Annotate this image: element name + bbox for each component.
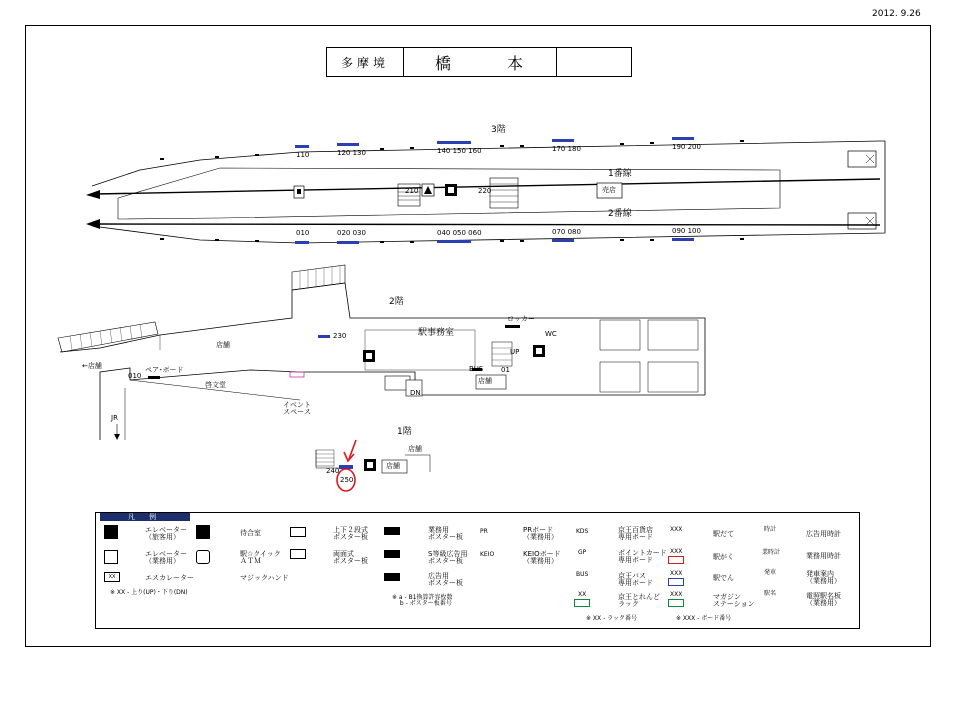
legend-item: 京王とれんど ラック xyxy=(618,593,660,609)
gp-code: GP xyxy=(578,549,587,556)
board-number: 220 xyxy=(478,187,492,195)
legend-item: 上下２段式 ポスター板 xyxy=(333,526,368,542)
board-number: 120 130 xyxy=(337,149,366,157)
legend-note: ※ XX - ラック番号 xyxy=(586,615,638,622)
departure-code: 発車 xyxy=(764,569,777,576)
legend-item: マジックハンド xyxy=(240,574,289,582)
poster-two-tier-icon xyxy=(290,527,306,537)
shop-label: 店舗 xyxy=(216,341,230,349)
event-space-label: イベント スペース xyxy=(283,401,311,416)
clock-code: 時計 xyxy=(764,526,777,533)
floor-2-label: 2階 xyxy=(389,297,404,307)
legend-item: エスカレーター xyxy=(145,574,194,582)
legend-item: エレベーター （業務用） xyxy=(145,550,187,566)
board-number: 070 080 xyxy=(552,228,581,236)
pair-board-label: ペア･ボード xyxy=(145,366,184,374)
ekigaku-code: XXX xyxy=(670,548,683,555)
bus-label: BUS xyxy=(469,365,484,373)
elevator-passenger-icon xyxy=(104,525,118,539)
shop-label: 店舗 xyxy=(478,377,492,385)
legend-item: 駅でん xyxy=(713,574,734,582)
legend-item: 発車案内 （業務用） xyxy=(806,570,841,586)
legend-item: PRボード （業務用） xyxy=(523,526,558,542)
board-number: 01 xyxy=(501,366,510,374)
waiting-room-icon xyxy=(196,525,210,539)
board-number: 190 200 xyxy=(672,143,701,151)
legend-item: 業務用時計 xyxy=(806,552,841,560)
legend-item: 駅がく xyxy=(713,553,734,561)
board-number: 090 100 xyxy=(672,227,701,235)
jr-label: JR xyxy=(111,414,118,422)
legend-item: エレベーター （旅客用） xyxy=(145,526,187,542)
print-date: 2012. 9.26 xyxy=(872,9,921,19)
keio-code: KEIO xyxy=(480,551,495,558)
poster-s-grade-icon xyxy=(384,550,400,558)
floor-1-label: 1階 xyxy=(397,427,412,437)
line-name: 多摩境 xyxy=(327,48,404,76)
board-number: 230 xyxy=(333,332,347,340)
board-number-highlighted: 250 xyxy=(340,476,354,484)
station-office-label: 駅事務室 xyxy=(418,328,455,338)
legend-item: KEIOボード （業務用） xyxy=(523,550,561,566)
atm-icon xyxy=(196,550,210,564)
board-number: 010 xyxy=(128,372,142,380)
legend-item: 待合室 xyxy=(240,529,261,537)
ekiden-icon xyxy=(668,578,684,586)
station-sign-code: 駅名 xyxy=(764,590,777,597)
rack-code: XX xyxy=(578,591,587,598)
board-number: 140 150 160 xyxy=(437,147,482,155)
board-number: 040 050 060 xyxy=(437,229,482,237)
pr-code: PR xyxy=(480,528,488,535)
wc-label: WC xyxy=(545,330,557,338)
board-number: 240 xyxy=(326,467,340,475)
legend-item: 業務用 ポスター板 xyxy=(428,526,463,542)
station-name: 橋 本 xyxy=(404,48,557,76)
shop-left-label: ←店舗 xyxy=(82,362,102,370)
legend-item: S等級広告用 ポスター板 xyxy=(428,550,468,566)
track-1-label: 1番線 xyxy=(608,169,632,179)
elevator-staff-icon xyxy=(104,550,118,564)
kds-code: KDS xyxy=(576,528,589,535)
ekigaku-icon xyxy=(668,556,684,564)
shop-label: 店舗 xyxy=(408,445,422,453)
magazine-code: XXX xyxy=(670,591,683,598)
board-number: 010 xyxy=(296,229,310,237)
legend-item: 広告用時計 xyxy=(806,530,841,538)
floor-3-label: 3階 xyxy=(491,125,506,135)
legend-note: ※ a - B1換算許容枚数 b - ポスター板番号 xyxy=(392,594,453,608)
legend-item: 両面式 ポスター板 xyxy=(333,550,368,566)
legend-item: ポイントカード 専用ボード xyxy=(618,549,667,565)
poster-double-icon xyxy=(290,549,306,559)
shop-label: 店舗 xyxy=(386,462,400,470)
ekiden-code: XXX xyxy=(670,570,683,577)
legend-item: 電照駅名板 （業務用） xyxy=(806,592,841,608)
bus-code: BUS xyxy=(576,571,589,578)
legend-item: 広告用 ポスター板 xyxy=(428,572,463,588)
board-number: 210 xyxy=(405,187,419,195)
board-number: 170 180 xyxy=(552,145,581,153)
legend-note: ※ XX - 上り(UP)・下り(DN) xyxy=(110,589,188,596)
poster-ad-icon xyxy=(384,573,400,581)
kiosk-label: 売店 xyxy=(602,186,616,194)
legend-item: 駅☆クイック ＡＴＭ xyxy=(240,550,281,566)
legend-item: 駅だて xyxy=(713,530,734,538)
escalator-icon: XX xyxy=(104,572,120,582)
legend-item: マガジン ステーション xyxy=(713,593,755,609)
legend-item: 京王バス 専用ボード xyxy=(618,572,653,588)
bookstore-label: 啓文堂 xyxy=(205,381,226,389)
legend-note: ※ XXX - ボード番号 xyxy=(676,615,732,622)
magazine-station-icon xyxy=(668,599,684,607)
legend-title: 凡 例 xyxy=(100,513,190,521)
legend-item: 京王百貨店 専用ボード xyxy=(618,526,653,542)
board-number: 110 xyxy=(296,151,310,159)
board-number: 020 030 xyxy=(337,229,366,237)
down-label: DN xyxy=(410,389,421,397)
locker-label: ロッカー xyxy=(507,315,535,323)
rack-icon xyxy=(574,599,590,607)
poster-staff-icon xyxy=(384,527,400,535)
staff-clock-code: 業時計 xyxy=(762,549,781,556)
ekidate-code: XXX xyxy=(670,526,683,533)
track-2-label: 2番線 xyxy=(608,209,632,219)
up-label: UP xyxy=(510,348,520,356)
